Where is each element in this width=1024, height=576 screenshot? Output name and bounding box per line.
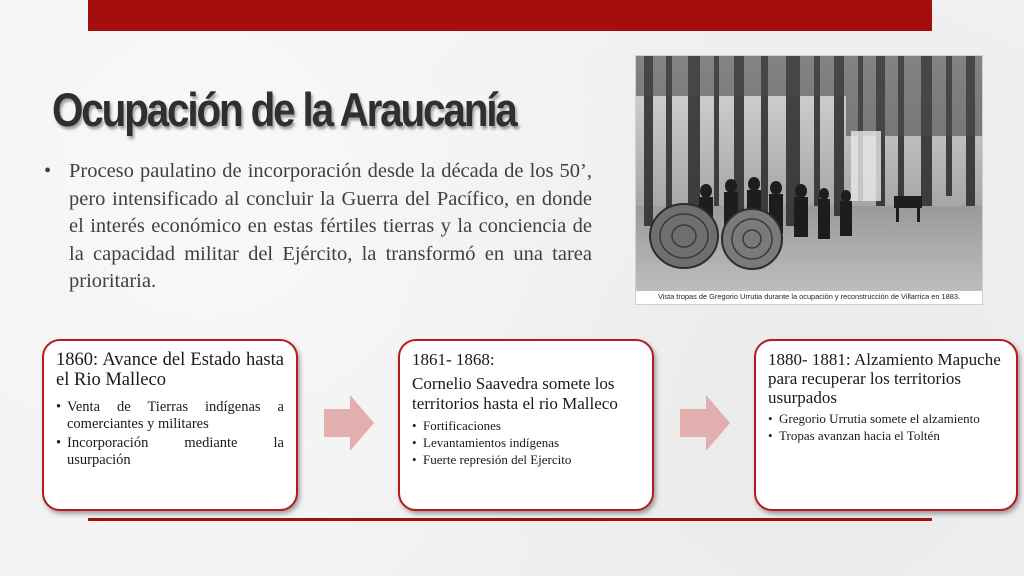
bullet-dot-icon: •: [56, 435, 62, 451]
timeline-box-1860: [42, 339, 298, 511]
top-accent-bar: [88, 0, 932, 31]
bullet-dot-icon: •: [44, 160, 52, 182]
bullet-dot-icon: •: [412, 452, 417, 467]
list-item: [56, 435, 284, 469]
list-item-text: Incorporación mediante la usurpación: [67, 435, 284, 468]
arrow-shape: [324, 395, 374, 451]
box2-list: [412, 418, 640, 468]
list-item: [412, 452, 640, 468]
timeline-box-1880-1881: [754, 339, 1018, 511]
arrow-shape: [680, 395, 730, 451]
historical-photo: [635, 55, 983, 305]
list-item-text: Fuerte represión del Ejercito: [423, 452, 572, 467]
list-item-text: Gregorio Urrutia somete el alzamiento: [779, 411, 980, 426]
list-item-text: Tropas avanzan hacia el Toltén: [779, 428, 940, 443]
box1-heading: 1860: Avance del Estado hasta el Rio Malleco: [56, 350, 284, 390]
list-item: [412, 418, 640, 434]
intro-text: Proceso paulatino de incorporación desde la década de los 50’, pero intensificado al concluir la Guerra del Pacífico, en donde el interés económico en estas fértiles tierras y la conciencia de la capacidad militar del Ejército, la transformó en una tarea prioritaria.: [69, 160, 592, 293]
right-arrow-icon: [680, 395, 730, 451]
box2-heading: 1861- 1868:: [412, 350, 495, 369]
list-item: [56, 399, 284, 433]
forest-troops-image: [636, 56, 982, 304]
list-item: [412, 435, 640, 451]
intro-bullet: [44, 158, 592, 296]
box3-heading: 1880- 1881: Alzamiento Mapuche para recuperar los territorios usurpados: [768, 350, 1001, 407]
bullet-dot-icon: •: [412, 418, 417, 433]
box3-list: [768, 411, 1004, 444]
bullet-dot-icon: •: [768, 411, 773, 426]
right-arrow-icon: [324, 395, 374, 451]
photo-caption: Vista tropas de Gregorio Urrutia durante la ocupación y reconstrucción de Villarrica en 1883.: [657, 292, 961, 301]
list-item-text: Venta de Tierras indígenas a comerciantes y militares: [67, 399, 284, 432]
bottom-accent-line: [88, 518, 932, 521]
list-item-text: Levantamientos indígenas: [423, 435, 560, 450]
bullet-dot-icon: •: [768, 428, 773, 443]
list-item: [768, 428, 1004, 444]
bullet-dot-icon: •: [56, 399, 62, 415]
list-item: [768, 411, 1004, 427]
slide-title: Ocupación de la Araucanía: [52, 83, 516, 136]
box2-subheading: Cornelio Saavedra somete los territorios hasta el rio Malleco: [412, 374, 618, 413]
bullet-dot-icon: •: [412, 435, 417, 450]
list-item-text: Fortificaciones: [423, 418, 501, 433]
timeline-box-1861-1868: [398, 339, 654, 511]
box1-list: [56, 399, 284, 469]
